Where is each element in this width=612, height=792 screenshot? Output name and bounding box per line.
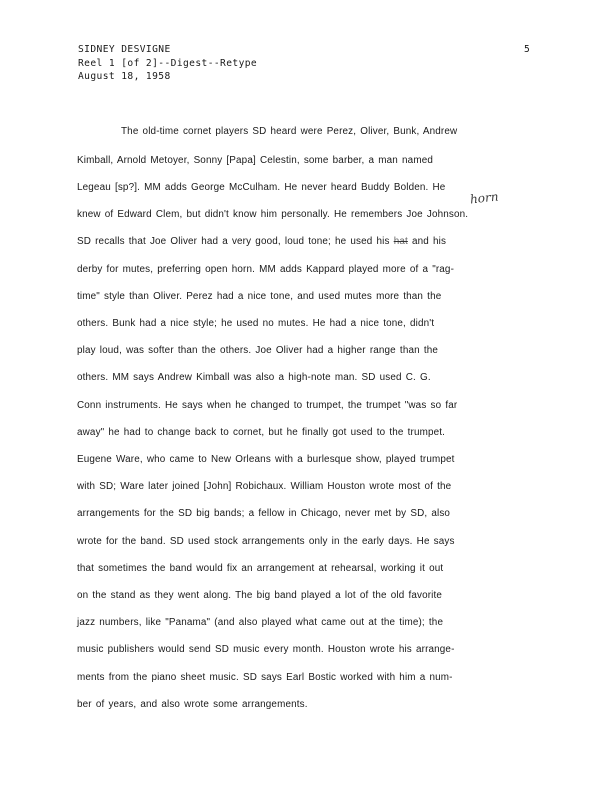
- body-line-with-correction: [77, 236, 446, 247]
- body-line-segment: and his: [411, 236, 447, 247]
- body-line: play loud, was softer than the others. Joe Oliver had a higher range than the: [77, 345, 439, 356]
- body-line: ments from the piano sheet music. SD says Earl Bostic worked with him a num-: [77, 672, 453, 683]
- body-line: Conn instruments. He says when he changed to trumpet, the trumpet "was so far: [77, 400, 458, 411]
- header-reel: Reel 1 [of 2]--Digest--Retype: [78, 57, 258, 69]
- body-line: others. Bunk had a nice style; he used no mutes. He had a nice tone, didn't: [77, 318, 435, 329]
- header-date: August 18, 1958: [78, 71, 171, 82]
- body-line: The old-time cornet players SD heard were Perez, Oliver, Bunk, Andrew: [121, 126, 458, 137]
- header-name: SIDNEY DESVIGNE: [78, 44, 171, 55]
- body-line: Eugene Ware, who came to New Orleans with a burlesque show, played trumpet: [77, 454, 455, 465]
- page-number: 5: [524, 44, 530, 55]
- body-line: derby for mutes, preferring open horn. MM adds Kappard played more of a "rag-: [77, 264, 455, 275]
- body-line: that sometimes the band would fix an arrangement at rehearsal, working it out: [77, 563, 444, 574]
- body-line: jazz numbers, like "Panama" (and also played what came out at the time); the: [77, 617, 444, 628]
- document-header: [78, 43, 257, 84]
- body-line: away" he had to change back to cornet, but he finally got used to the trumpet.: [77, 427, 446, 438]
- body-line: others. MM says Andrew Kimball was also a high-note man. SD used C. G.: [77, 372, 431, 383]
- body-line: on the stand as they went along. The big band played a lot of the old favorite: [77, 590, 443, 601]
- body-line: Kimball, Arnold Metoyer, Sonny [Papa] Celestin, some barber, a man named: [77, 155, 433, 166]
- body-line: time" style than Oliver. Perez had a nice tone, and used mutes more than the: [77, 291, 442, 302]
- body-line: Legeau [sp?]. MM adds George McCulham. He never heard Buddy Bolden. He: [77, 182, 446, 193]
- body-line-segment: SD recalls that Joe Oliver had a very good, loud tone; he used his: [77, 236, 390, 247]
- handwritten-correction: horn: [469, 189, 500, 207]
- body-line: arrangements for the SD big bands; a fellow in Chicago, never met by SD, also: [77, 508, 451, 519]
- body-line: ber of years, and also wrote some arrangements.: [77, 699, 308, 710]
- body-line: with SD; Ware later joined [John] Robichaux. William Houston wrote most of the: [77, 481, 452, 492]
- body-line: knew of Edward Clem, but didn't know him personally. He remembers Joe Johnson.: [77, 209, 469, 220]
- body-line: wrote for the band. SD used stock arrangements only in the early days. He says: [77, 536, 455, 547]
- struck-word: hat: [393, 236, 408, 247]
- body-line: music publishers would send SD music every month. Houston wrote his arrange-: [77, 644, 455, 655]
